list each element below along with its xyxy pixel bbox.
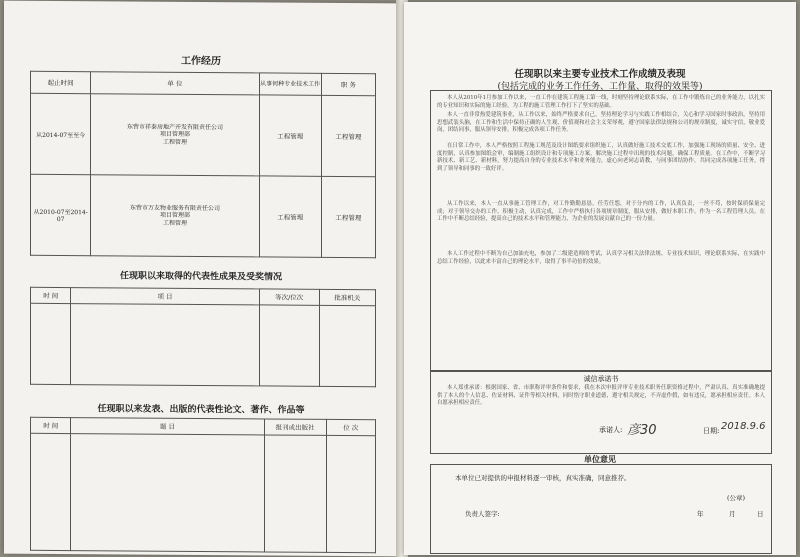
header-publisher: 报刊或出版社 bbox=[264, 419, 326, 435]
row-period: 从2010-07至2014-07 bbox=[31, 174, 91, 255]
header-rank: 等次/位次 bbox=[259, 289, 319, 305]
achievements-title: 任现职以来取得的代表性成果及受奖情况 bbox=[119, 271, 282, 283]
performance-paragraph-5: 本人工作过程中不断为自己加油充电，参加了二级建造师的考试，认真学习相关法律法规、专业技术知识，理论联系实际，在实践中总结工作经验，以此来丰富自己的理论水平，取得了事半功倍的效果。 bbox=[437, 251, 765, 265]
integrity-box bbox=[430, 370, 772, 454]
month-label: 月 bbox=[729, 510, 736, 518]
year-label: 年 bbox=[697, 510, 704, 518]
promiser-signature: 彦30 bbox=[627, 423, 657, 438]
work-history-title: 工作经历 bbox=[181, 55, 221, 68]
table-row bbox=[31, 174, 376, 257]
seal-label: (公章) bbox=[727, 494, 746, 502]
date-label: 日期: bbox=[703, 427, 720, 435]
row-unit: 东营市万友物业服务有限责任公司 项目管理部 工程管理 bbox=[91, 175, 259, 257]
performance-paragraph-2: 本人一直非常热爱建筑事业，从工作以来，始终严格要求自己，坚持理论学习与实践工作相结合，关心和学习国家时事政治，坚持用思想武装头脑，在工作和生活中保持正确的人生观、价值观和社会主义荣辱观，遵守国家法律法规和公司的规章制度，诚实守信，敬业爱岗，团结同事，服从领导安排，积极完成各项工作任务。 bbox=[437, 112, 765, 134]
header-work: 从事何种专业技术工作 bbox=[259, 73, 321, 95]
promiser-label: 承诺人: bbox=[599, 426, 623, 434]
performance-paragraph-4: 从工作以来，本人一直从事施工管理工作，对工作勤勤恳恳，任劳任怨，对于分内的工作，认真负责，一丝不苟，按时保质保量完成；对于领导交办的工作，积极主动，认真完成，工作中严格执行各项规章制度，服从安排，做好本职工作。作为一名工程管理人员，在工作中不断总结经验，提高自己的技术水平和管理能力，为企业的发展贡献自己的一份力量。 bbox=[437, 201, 765, 223]
row-work: 工程管理 bbox=[259, 95, 321, 176]
integrity-text: 本人郑重承诺：根据国家、省、市职称评审条件和要求，我在本次申报评审专业技术职务任职资格过程中，严肃认真、真实准确地提供了本人的个人信息、佐证材料、证件等相关材料，同时恪守职业道德，遵守相关规定，不弄虚作假，如有违反，愿承担相应责任。本人自愿承担相应责任。 bbox=[437, 385, 765, 407]
unit-opinion-text: 本单位已对提供的申报材料逐一审核，真实准确，同意推荐。 bbox=[455, 474, 631, 482]
performance-paragraph-3: 在日常工作中，本人严格按照工程施工规范及设计图纸要求组织施工，认真做好施工技术交底工作，加强施工现场的质量、安全、进度控制，认真参加图纸会审，编制施工组织设计和专项施工方案，解决施工过程中出现的技术问题，确保工程质量。在工作中，不断学习新技术、新工艺、新材料，努力提高自身的专业技术水平和业务能力，虚心向老同志请教，与同事团结协作，共同完成各项施工任务，得到了领导和同事的一致好评。 bbox=[437, 143, 765, 172]
left-page bbox=[4, 1, 398, 557]
header-time: 时 间 bbox=[31, 417, 71, 433]
row-unit: 东营市祥泰房地产开发有限责任公司 项目管理部 工程管理 bbox=[91, 94, 259, 176]
header-order: 位 次 bbox=[326, 419, 375, 435]
publications-table bbox=[30, 417, 376, 553]
row-position: 工程管理 bbox=[321, 95, 375, 176]
table-row bbox=[31, 93, 376, 176]
header-authority: 批准机关 bbox=[319, 289, 375, 305]
unit-opinion-box bbox=[430, 464, 772, 554]
performance-title: 任现职以来主要专业技术工作成绩及表现 bbox=[514, 69, 686, 80]
header-item: 项 目 bbox=[71, 288, 259, 305]
header-period: 起止时间 bbox=[31, 71, 91, 93]
header-unit: 单 位 bbox=[91, 72, 259, 95]
row-position: 工程管理 bbox=[321, 176, 375, 257]
work-history-table bbox=[30, 71, 376, 258]
right-page bbox=[404, 2, 796, 555]
performance-box bbox=[430, 90, 772, 372]
performance-subtitle: (包括完成的业务工作任务、工作量、取得的效果等) bbox=[497, 82, 703, 92]
performance-paragraph-1: 本人从2010年1月参加工作以来，一直工作在建筑工程施工第一线，时刻坚持理论联系实际，在工作中锻炼自己的业务能力，以扎实的专业知识和实际的施工经验，为工程的施工管理工作打下了坚实的基础。 bbox=[437, 95, 765, 109]
leader-sign-label: 负责人签字: bbox=[465, 510, 500, 518]
integrity-title: 诚信承诺书 bbox=[583, 375, 619, 383]
date-value: 2018.9.6 bbox=[721, 421, 766, 432]
header-time: 时 间 bbox=[31, 287, 71, 303]
row-period: 从2014-07至至今 bbox=[31, 93, 91, 174]
publications-title: 任现职以来发表、出版的代表性论文、著作、作品等 bbox=[97, 404, 305, 416]
header-title: 题 目 bbox=[71, 418, 264, 435]
day-label: 日 bbox=[757, 510, 764, 518]
achievements-table bbox=[30, 287, 376, 387]
header-position: 职 务 bbox=[321, 73, 375, 95]
unit-opinion-title: 单位意见 bbox=[584, 454, 616, 464]
row-work: 工程管理 bbox=[259, 176, 321, 257]
